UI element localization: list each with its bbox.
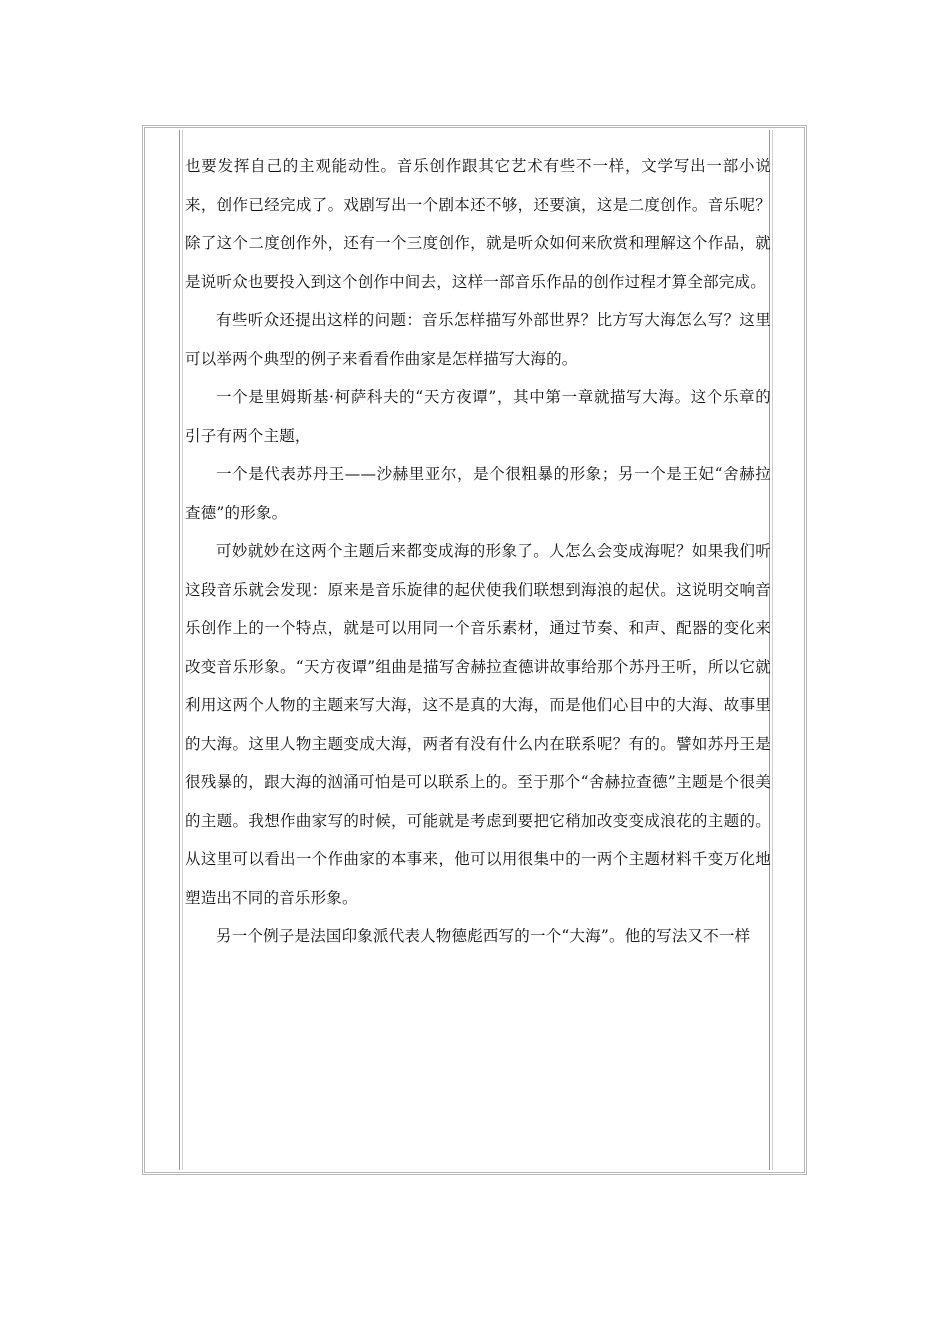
paragraph-4: 一个是代表苏丹王——沙赫里亚尔，是个很粗暴的形象；另一个是王妃“舍赫拉查德”的形象。 [185, 465, 771, 522]
paragraph-2: 有些听众还提出这样的问题：音乐怎样描写外部世界？比方写大海怎么写？这里可以举两个典型的例子来看看作曲家是怎样描写大海的。 [185, 311, 771, 368]
paragraph-3: 一个是里姆斯基·柯萨科夫的“天方夜谭”，其中第一章就描写大海。这个乐章的引子有两个主题， [185, 388, 771, 445]
paragraph-5: 可妙就妙在这两个主题后来都变成海的形象了。人怎么会变成海呢？如果我们听这段音乐就会发现：原来是音乐旋律的起伏使我们联想到海浪的起伏。这说明交响音乐创作上的一个特点，就是可以用同一个音乐素材，通过节奏、和声、配器的变化来改变音乐形象。“天方夜谭”组曲是描写舍赫拉查德讲故事给那个苏丹王听，所以它就利用这两个人物的主题来写大海，这不是真的大海，而是他们心目中的大海、故事里的大海。这里人物主题变成大海，两者有没有什么内在联系呢？有的。譬如苏丹王是很残暴的，跟大海的汹涌可怕是可以联系上的。至于那个“舍赫拉查德”主题是个很美的主题。我想作曲家写的时候，可能就是考虑到要把它稍加改变变成浪花的主题的。从这里可以看出一个作曲家的本事来，他可以用很集中的一两个主题材料千变万化地塑造出不同的音乐形象。 [185, 542, 771, 907]
paragraph-6: 另一个例子是法国印象派代表人物德彪西写的一个“大海”。他的写法又不一样 [216, 927, 751, 945]
document-body [185, 147, 771, 1172]
paragraph-1: 也要发挥自己的主观能动性。音乐创作跟其它艺术有些不一样，文学写出一部小说来，创作已经完成了。戏剧写出一个剧本还不够，还要演，这是二度创作。音乐呢？除了这个二度创作外，还有一个三度创作，就是听众如何来欣赏和理解这个作品，就是说听众也要投入到这个创作中间去，这样一部音乐作品的创作过程才算全部完成。 [185, 157, 771, 291]
left-border-rule-inner [182, 130, 183, 1170]
left-border-rule [179, 130, 180, 1170]
right-border-rule-inner [772, 130, 773, 1170]
